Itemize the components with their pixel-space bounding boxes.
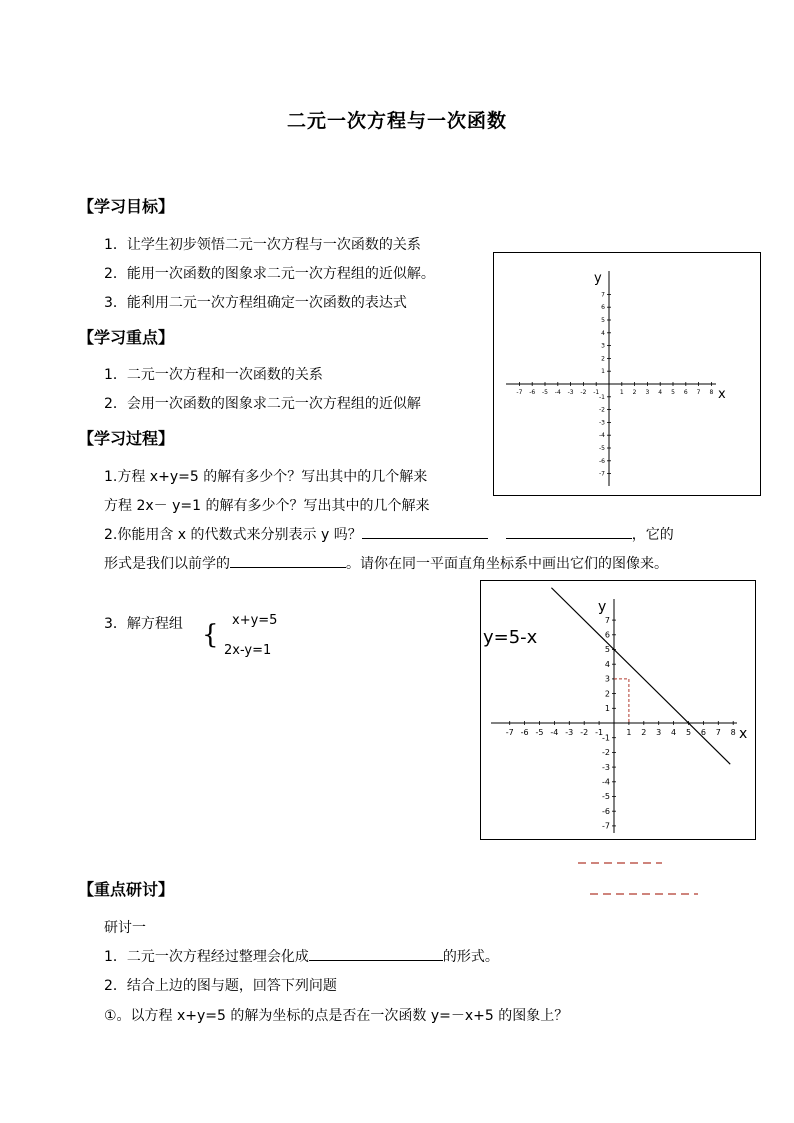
x-tick-label: 5 (685, 728, 692, 737)
question-2-suffix: ，它的 (631, 527, 674, 543)
goal-item: 1．让学生初步领悟二元一次方程与一次函数的关系 (104, 237, 421, 253)
y-tick-label: 1 (604, 703, 610, 713)
question-3-label: 3．解方程组 (104, 616, 183, 632)
x-tick-label: 7 (696, 389, 701, 396)
y-tick-label: 5 (604, 645, 610, 655)
x-tick-label: 3 (656, 728, 662, 737)
question-2-prefix: 2.你能用含 x 的代数式来分别表示 y 吗？ (104, 527, 362, 543)
x-tick-label: 6 (683, 389, 688, 396)
page-title: 二元一次方程与一次函数 (286, 110, 507, 132)
x-tick-label: -4 (554, 389, 561, 396)
coordinate-grid-blank[interactable] (493, 252, 761, 496)
question-2 (104, 524, 674, 544)
y-tick-label: 5 (601, 317, 605, 324)
x-tick-label: -3 (567, 389, 574, 396)
discussion-q1-prefix: 1．二元一次方程经过整理会化成 (104, 949, 309, 965)
goals-heading: 【学习目标】 (78, 197, 175, 216)
y-tick-label: 1 (601, 368, 605, 376)
function-line (551, 588, 730, 764)
system-brace: { (202, 620, 219, 650)
y-tick-label: -7 (599, 470, 605, 478)
discussion-sub: 研讨一 (104, 920, 146, 936)
question-1b: 方程 2x－ y=1 的解有多少个？写出其中的几个解来 (104, 498, 430, 514)
y-tick-label: -5 (599, 445, 605, 452)
dashed-marks (570, 855, 710, 905)
y-tick-label: -2 (602, 748, 610, 758)
question-2b-suffix: 。请你在同一平面直角坐标系中画出它们的图像来。 (346, 556, 668, 572)
x-tick-label: 4 (671, 728, 677, 737)
y-tick-label: -6 (599, 457, 605, 465)
x-tick-label: -1 (595, 728, 604, 737)
discussion-heading: 【重点研讨】 (78, 880, 175, 899)
y-tick-label: -4 (599, 432, 605, 440)
y-tick-label: 4 (601, 329, 605, 337)
y-tick-label: 2 (601, 355, 605, 363)
question-2b-prefix: 形式是我们以前学的 (104, 556, 230, 572)
question-2b (104, 553, 668, 573)
focus-heading: 【学习重点】 (78, 328, 175, 347)
y-tick-label: -2 (599, 406, 605, 414)
y-tick-label: -3 (599, 419, 605, 427)
focus-item: 2．会用一次函数的图象求二元一次方程组的近似解 (104, 396, 421, 412)
x-tick-label: 8 (709, 389, 714, 396)
discussion-q2: 2．结合上边的图与题，回答下列问题 (104, 978, 337, 994)
answer-blank[interactable] (309, 946, 443, 961)
x-tick-label: -2 (580, 389, 587, 396)
focus-item: 1．二元一次方程和一次函数的关系 (104, 367, 323, 383)
y-tick-label: -1 (599, 393, 605, 401)
discussion-q3: ①。以方程 x+y=5 的解为坐标的点是否在一次函数 y=－x+5 的图象上？ (104, 1008, 569, 1024)
x-axis-label: x (718, 387, 726, 402)
axes-svg (494, 253, 760, 495)
y-tick-label: -3 (602, 762, 610, 772)
guide-dashes (614, 679, 629, 723)
y-tick-label: -7 (602, 821, 610, 831)
y-tick-label: 7 (601, 291, 605, 299)
y-tick-label: -5 (602, 792, 610, 802)
question-1a: 1.方程 x+y=5 的解有多少个？写出其中的几个解来 (104, 469, 428, 485)
y-axis-label: y (598, 599, 607, 615)
y-tick-label: 3 (601, 342, 605, 350)
x-tick-label: -6 (529, 389, 536, 396)
x-tick-label: 7 (715, 728, 721, 737)
x-tick-label: -7 (516, 389, 523, 396)
x-tick-label: -6 (520, 728, 529, 737)
y-tick-label: -6 (602, 806, 610, 816)
y-tick-label: 7 (604, 615, 610, 625)
process-heading: 【学习过程】 (78, 429, 175, 448)
x-tick-label: -3 (565, 728, 574, 737)
x-tick-label: -5 (542, 389, 548, 396)
coordinate-graph-line (480, 580, 756, 840)
x-tick-label: 1 (626, 728, 632, 737)
y-tick-label: -4 (602, 777, 610, 787)
x-tick-label: 1 (619, 389, 624, 396)
x-tick-label: -2 (580, 728, 589, 737)
answer-blank[interactable] (230, 553, 346, 568)
x-tick-label: 3 (645, 389, 650, 396)
x-tick-label: 8 (730, 728, 736, 737)
x-tick-label: -1 (593, 389, 600, 396)
x-axis-label: x (739, 726, 748, 742)
x-tick-label: 5 (671, 389, 675, 396)
y-tick-label: 6 (601, 304, 605, 312)
graph-svg (481, 581, 755, 839)
x-tick-label: 2 (632, 389, 637, 396)
goal-item: 3．能利用二元一次方程组确定一次函数的表达式 (104, 295, 407, 311)
x-tick-label: -4 (550, 728, 559, 737)
x-tick-label: -5 (535, 728, 544, 737)
y-tick-label: 4 (604, 659, 610, 669)
x-tick-label: 4 (658, 389, 663, 396)
x-tick-label: -7 (505, 728, 514, 737)
x-tick-label: 6 (700, 728, 706, 737)
x-tick-label: 2 (641, 728, 647, 737)
y-axis-label: y (594, 271, 602, 286)
y-tick-label: 2 (604, 689, 610, 699)
goal-item: 2．能用一次函数的图象求二元一次方程组的近似解。 (104, 266, 435, 282)
discussion-q1-suffix: 的形式。 (442, 949, 499, 965)
y-tick-label: 3 (604, 674, 610, 684)
y-tick-label: -1 (602, 733, 610, 743)
answer-blank[interactable] (506, 524, 632, 539)
line-equation-label: y=5-x (483, 627, 538, 648)
system-equation-2: 2x-y=1 (224, 643, 272, 658)
discussion-q1 (104, 946, 499, 966)
answer-blank[interactable] (362, 524, 488, 539)
y-tick-label: 6 (604, 630, 610, 640)
system-equation-1: x+y=5 (232, 613, 278, 628)
